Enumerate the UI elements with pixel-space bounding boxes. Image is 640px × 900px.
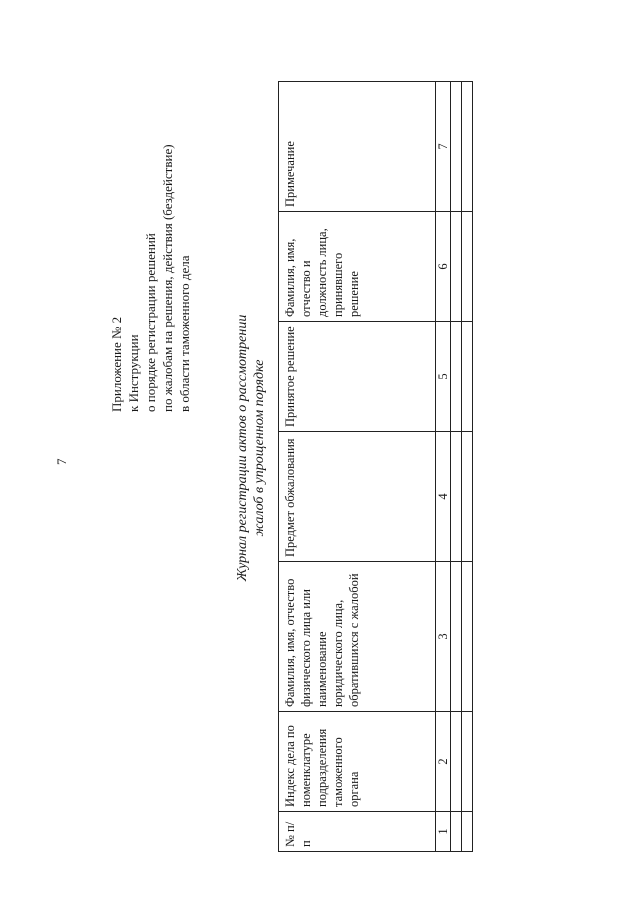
table-cell <box>451 812 462 852</box>
table-cell <box>462 82 473 212</box>
page-number: 7 <box>54 458 69 465</box>
table-header-row <box>279 82 436 852</box>
journal-table <box>278 81 473 852</box>
table-cell <box>462 212 473 322</box>
column-numbers-row <box>436 82 451 852</box>
header-cell-subject: Предмет обжалования <box>279 432 436 562</box>
table-cell <box>451 82 462 212</box>
table-cell <box>462 812 473 852</box>
table-row <box>462 82 473 852</box>
header-cell-case-index: Индекс дела по номенклатуре подразделения таможенного органа <box>279 712 436 812</box>
header-cell-number: № п/п <box>279 812 436 852</box>
table-cell <box>451 322 462 432</box>
column-number: 4 <box>436 432 451 562</box>
table-cell <box>451 212 462 322</box>
annex-line: о порядке регистрации решений <box>143 233 158 412</box>
table-cell <box>451 712 462 812</box>
annex-line: к Инструкции <box>126 334 141 412</box>
header-cell-note: Примечание <box>279 82 436 212</box>
table-cell <box>451 562 462 712</box>
annex-header <box>108 144 193 412</box>
column-number: 3 <box>436 562 451 712</box>
column-number: 7 <box>436 82 451 212</box>
table-row <box>451 82 462 852</box>
column-number: 5 <box>436 322 451 432</box>
annex-line: в области таможенного дела <box>177 255 192 412</box>
journal-title: Журнал регистрации актов о рассмотрении жалоб в упрощенном порядке <box>235 314 267 582</box>
table-cell <box>462 322 473 432</box>
column-number: 6 <box>436 212 451 322</box>
header-cell-complainant: Фамилия, имя, отчество физического лица или наименование юридического лица, обратившихся с жалобой <box>279 562 436 712</box>
table-cell <box>462 432 473 562</box>
table-cell <box>451 432 462 562</box>
header-cell-official: Фамилия, имя, отчество и должность лица, принявшего решение <box>279 212 436 322</box>
header-cell-decision: Принятое решение <box>279 322 436 432</box>
annex-line: по жалобам на решения, действия (бездействие) <box>160 144 175 412</box>
annex-line: Приложение № 2 <box>109 316 124 412</box>
column-number: 2 <box>436 712 451 812</box>
table-cell <box>462 562 473 712</box>
table-cell <box>462 712 473 812</box>
column-number: 1 <box>436 812 451 852</box>
